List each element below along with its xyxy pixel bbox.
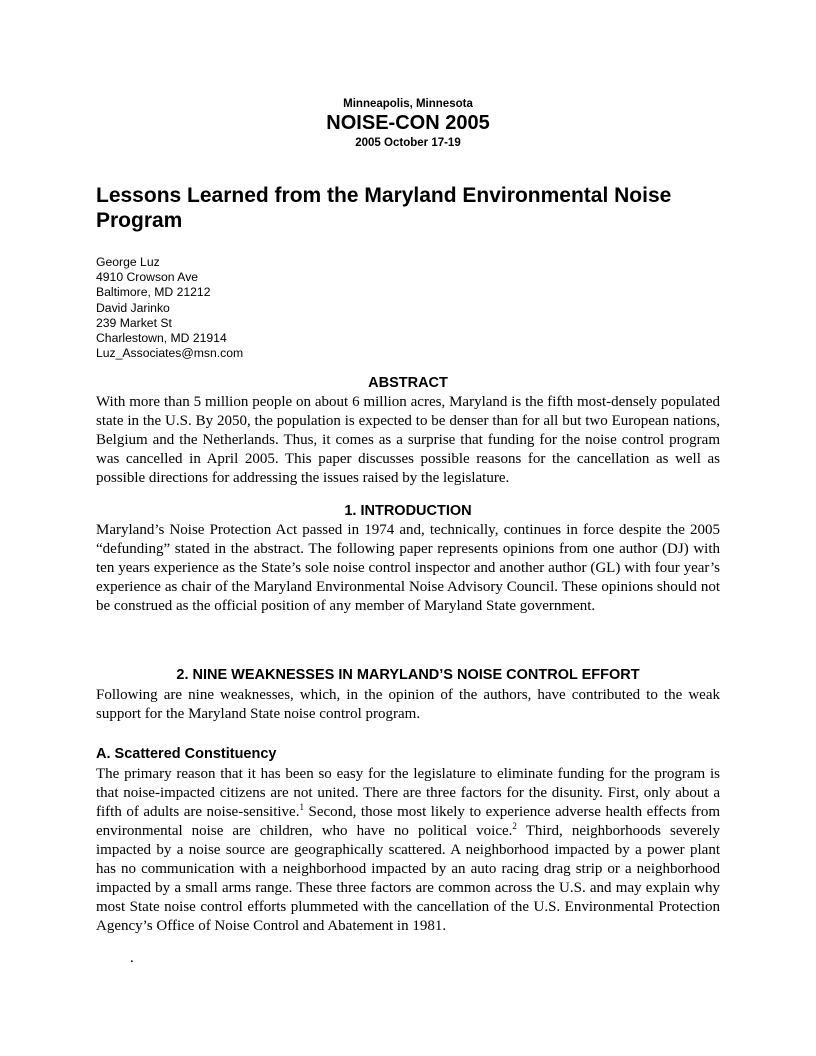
abstract-text: With more than 5 million people on about 6 million acres, Maryland is the fifth most-densely populated state in the U.S. By 2050, the population is expected to be denser than for all but two European nations, Belgium and the Netherlands. Thus, it comes as a surprise that funding for the noise control program was cancelled in April 2005. This paper discusses possible reasons for the cancellation as well as possible directions for addressing the issues raised by the legislature. (96, 394, 720, 486)
subsection-a-text-part: The primary reason that it has been so easy for the legislature to eliminate funding for the program is that noise-impacted citizens are not united. There are three factors for the disunity. First, only about a fifth of adults are noise-sensitive. (96, 766, 720, 820)
conference-name: NOISE-CON 2005 (326, 112, 490, 134)
paper-title: Lessons Learned from the Maryland Environmental Noise Program (96, 184, 672, 232)
conference-date: 2005 October 17-19 (355, 137, 461, 149)
footnote-marker: 2 (512, 821, 517, 831)
author-line: George Luz (96, 255, 160, 269)
subsection-a-text-part: Second, those most likely to experience adverse health effects from environmental noise are children, who have no political voice. (96, 804, 720, 839)
author-block (96, 255, 496, 361)
author-line: 4910 Crowson Ave (96, 270, 199, 285)
subsection-a-heading: A. Scattered Constituency (96, 746, 277, 762)
conference-location: Minneapolis, Minnesota (343, 98, 473, 110)
author-email: Luz_Associates@msn.com (96, 346, 244, 361)
author-line: David Jarinko (96, 300, 170, 315)
author-line: Baltimore, MD 21212 (96, 285, 211, 300)
subsection-a-text-part: Third, neighborhoods severely impacted by a noise source are geographically scattered. A neighborhood impacted by a power plant has no communication with a neighborhood impacted by an auto racing drag strip or a neighborhood impacted by a small arms range. These three factors are common across the U.S. and may explain why most State noise control efforts plummeted with the cancellation of the U.S. Environmental Protection Agency’s Office of Noise Control and Abatement in 1981. (96, 823, 720, 934)
introduction-text: Maryland’s Noise Protection Act passed in 1974 and, technically, continues in force despite the 2005 “defunding” stated in the abstract. The following paper represents opinions from one author (DJ) with ten years experience as the State’s sole noise control inspector and another author (GL) with four year’s experience as chair of the Maryland Environmental Noise Advisory Council. These opinions should not be construed as the official position of any member of Maryland State government. (96, 522, 720, 614)
subsection-a-text (96, 765, 720, 936)
section-2-heading: 2. NINE WEAKNESSES IN MARYLAND’S NOISE CONTROL EFFORT (176, 667, 640, 683)
author-line: 239 Market St (96, 315, 172, 330)
introduction-heading: 1. INTRODUCTION (344, 503, 472, 519)
footnote-marker: 1 (299, 802, 304, 812)
section-2-text: Following are nine weaknesses, which, in the opinion of the authors, have contributed to the weak support for the Maryland State noise control program. (96, 687, 720, 722)
abstract-heading: ABSTRACT (368, 375, 448, 391)
stray-mark: . (130, 950, 134, 966)
author-line: Charlestown, MD 21914 (96, 331, 227, 346)
